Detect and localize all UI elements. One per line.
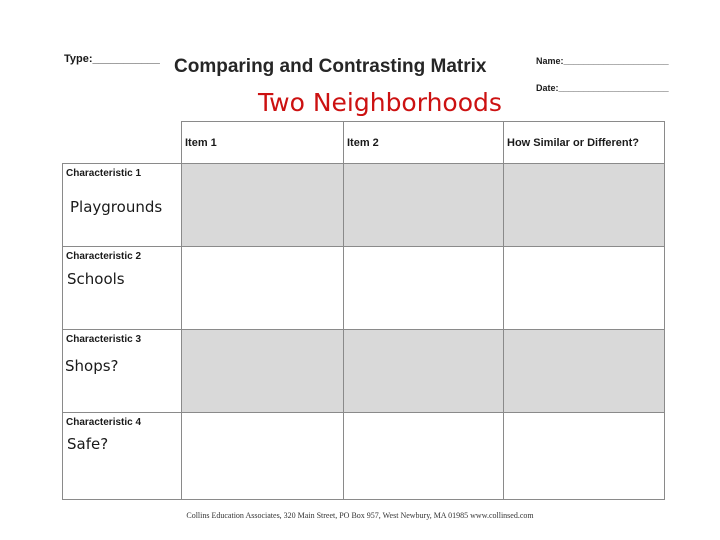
row-label-characteristic-1: Characteristic 1: [66, 168, 142, 179]
table-line: [503, 121, 504, 500]
matrix-title: Comparing and Contrasting Matrix: [174, 56, 487, 77]
handwritten-entry-4: Safe?: [67, 435, 109, 453]
table-line: [343, 121, 344, 500]
table-line: [62, 499, 664, 500]
date-field-label: Date:______________________: [536, 83, 669, 93]
table-line: [181, 121, 182, 500]
table-line: [62, 412, 664, 413]
row-label-characteristic-2: Characteristic 2: [66, 251, 142, 262]
table-line: [62, 163, 63, 500]
publisher-footer: Collins Education Associates, 320 Main Street, PO Box 957, West Newbury, MA 01985 www.collinsed.com: [186, 511, 534, 520]
name-field-label: Name:_____________________: [536, 56, 669, 66]
row-label-characteristic-3: Characteristic 3: [66, 334, 142, 345]
column-header-similar-different: How Similar or Different?: [507, 137, 640, 149]
handwritten-entry-1: Playgrounds: [70, 198, 163, 216]
type-label: Type:___________: [64, 53, 160, 65]
table-line: [62, 246, 664, 247]
table-line: [181, 121, 664, 122]
handwritten-entry-2: Schools: [67, 270, 125, 288]
row-label-characteristic-4: Characteristic 4: [66, 417, 142, 428]
column-header-item-1: Item 1: [185, 137, 217, 149]
table-line: [664, 121, 665, 500]
handwritten-subtitle: Two Neighborhoods: [258, 88, 502, 117]
table-line: [62, 163, 664, 164]
table-line: [62, 329, 664, 330]
column-header-item-2: Item 2: [347, 137, 379, 149]
handwritten-entry-3: Shops?: [65, 357, 119, 375]
